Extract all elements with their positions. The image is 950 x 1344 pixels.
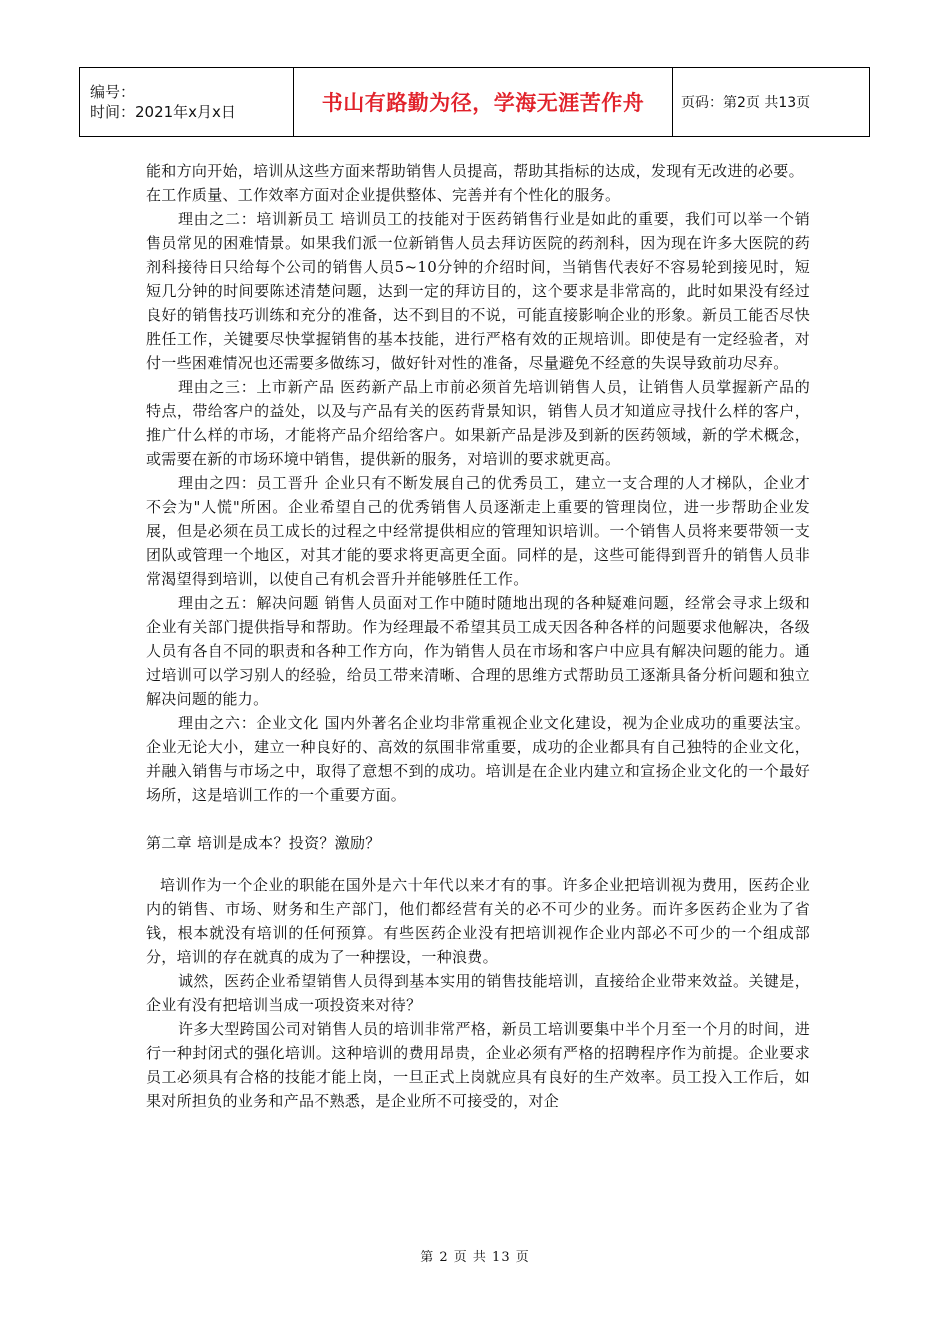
paragraph-reason-5: 理由之五：解决问题 销售人员面对工作中随时随地出现的各种疑难问题，经常会寻求上级和企业有关部门提供指导和帮助。作为经理最不希望其员工成天因各种各样的问题要求他解决，各级人员有各自不同的职责和各种工作方向，作为销售人员在市场和客户中应具有解决问题的能力。通过培训可以学习别人的经验，给员工带来清晰、合理的思维方式帮助员工逐渐具备分析问题和独立解决问题的能力。 (146, 594, 810, 708)
page-footer: 第 2 页 共 13 页 (420, 1250, 530, 1265)
document-number-label: 编号： (90, 83, 136, 101)
document-time-label: 时间：2021年x月x日 (90, 103, 236, 121)
header-meta-cell (80, 68, 294, 137)
paragraph-reason-2: 理由之二：培训新员工 培训员工的技能对于医药销售行业是如此的重要，我们可以举一个销售员常见的困难情景。如果我们派一位新销售人员去拜访医院的药剂科，因为现在许多大医院的药剂科接待日只给每个公司的销售人员5~10分钟的介绍时间，当销售代表好不容易轮到接见时，短短几分钟的时间要陈述清楚问题，达到一定的拜访目的，这个要求是非常高的，此时如果没有经过良好的销售技巧训练和充分的准备，达不到目的不说，可能直接影响企业的形象。新员工能否尽快胜任工作，关键要尽快掌握销售的基本技能，进行严格有效的正规培训。即使是有一定经验者，对付一些困难情况也还需要多做练习，做好针对性的准备，尽量避免不经意的失误导致前功尽弃。 (146, 210, 810, 372)
header-motto: 书山有路勤为径，学海无涯苦作舟 (321, 91, 645, 115)
paragraph-reason-6: 理由之六：企业文化 国内外著名企业均非常重视企业文化建设，视为企业成功的重要法宝。企业无论大小，建立一种良好的、高效的氛围非常重要，成功的企业都具有自己独特的企业文化，并融入销售与市场之中，取得了意想不到的成功。培训是在企业内建立和宣扬企业文化的一个最好场所，这是培训工作的一个重要方面。 (146, 714, 810, 804)
paragraph-reason-4: 理由之四：员工晋升 企业只有不断发展自己的优秀员工，建立一支合理的人才梯队，企业才不会为"人慌"所困。企业希望自己的优秀销售人员逐渐走上重要的管理岗位，进一步帮助企业发展，但是必须在员工成长的过程之中经常提供相应的管理知识培训。一个销售人员将来要带领一支团队或管理一个地区，对其才能的要求将更高更全面。同样的是，这些可能得到晋升的销售人员非常渴望得到培训，以使自己有机会晋升并能够胜任工作。 (146, 474, 810, 588)
paragraph: 培训作为一个企业的职能在国外是六十年代以来才有的事。许多企业把培训视为费用，医药企业内的销售、市场、财务和生产部门，他们都经营有关的必不可少的业务。而许多医药企业为了省钱，根本就没有培训的任何预算。有些医药企业没有把培训视作企业内部必不可少的一个组成部分，培训的存在就真的成为了一种摆设，一种浪费。 (146, 876, 810, 966)
paragraph-reason-3: 理由之三：上市新产品 医药新产品上市前必须首先培训销售人员，让销售人员掌握新产品的特点，带给客户的益处，以及与产品有关的医药背景知识，销售人员才知道应寻找什么样的客户，推广什么样的市场，才能将产品介绍给客户。如果新产品是涉及到新的医药领域，新的学术概念，或需要在新的市场环境中销售，提供新的服务，对培训的要求就更高。 (146, 378, 810, 468)
paragraph: 在工作质量、工作效率方面对企业提供整体、完善并有个性化的服务。 (146, 186, 621, 204)
document-body (146, 159, 810, 1113)
header-motto-cell (294, 68, 673, 137)
chapter-heading: 第二章 培训是成本？投资？激励？ (146, 834, 381, 852)
paragraph: 诚然，医药企业希望销售人员得到基本实用的销售技能培训，直接给企业带来效益。关键是，企业有没有把培训当成一项投资来对待？ (146, 972, 810, 1014)
paragraph: 能和方向开始，培训从这些方面来帮助销售人员提高，帮助其指标的达成，发现有无改进的必要。 (146, 162, 804, 180)
header-page-cell (673, 68, 870, 137)
header-table (79, 67, 870, 137)
paragraph: 许多大型跨国公司对销售人员的培训非常严格，新员工培训要集中半个月至一个月的时间，进行一种封闭式的强化培训。这种培训的费用昂贵，企业必须有严格的招聘程序作为前提。企业要求员工必须具有合格的技能才能上岗，一旦正式上岗就应具有良好的生产效率。员工投入工作后，如果对所担负的业务和产品不熟悉，是企业所不可接受的，对企 (146, 1020, 810, 1110)
header-page-label: 页码：第2页 共13页 (681, 95, 811, 111)
